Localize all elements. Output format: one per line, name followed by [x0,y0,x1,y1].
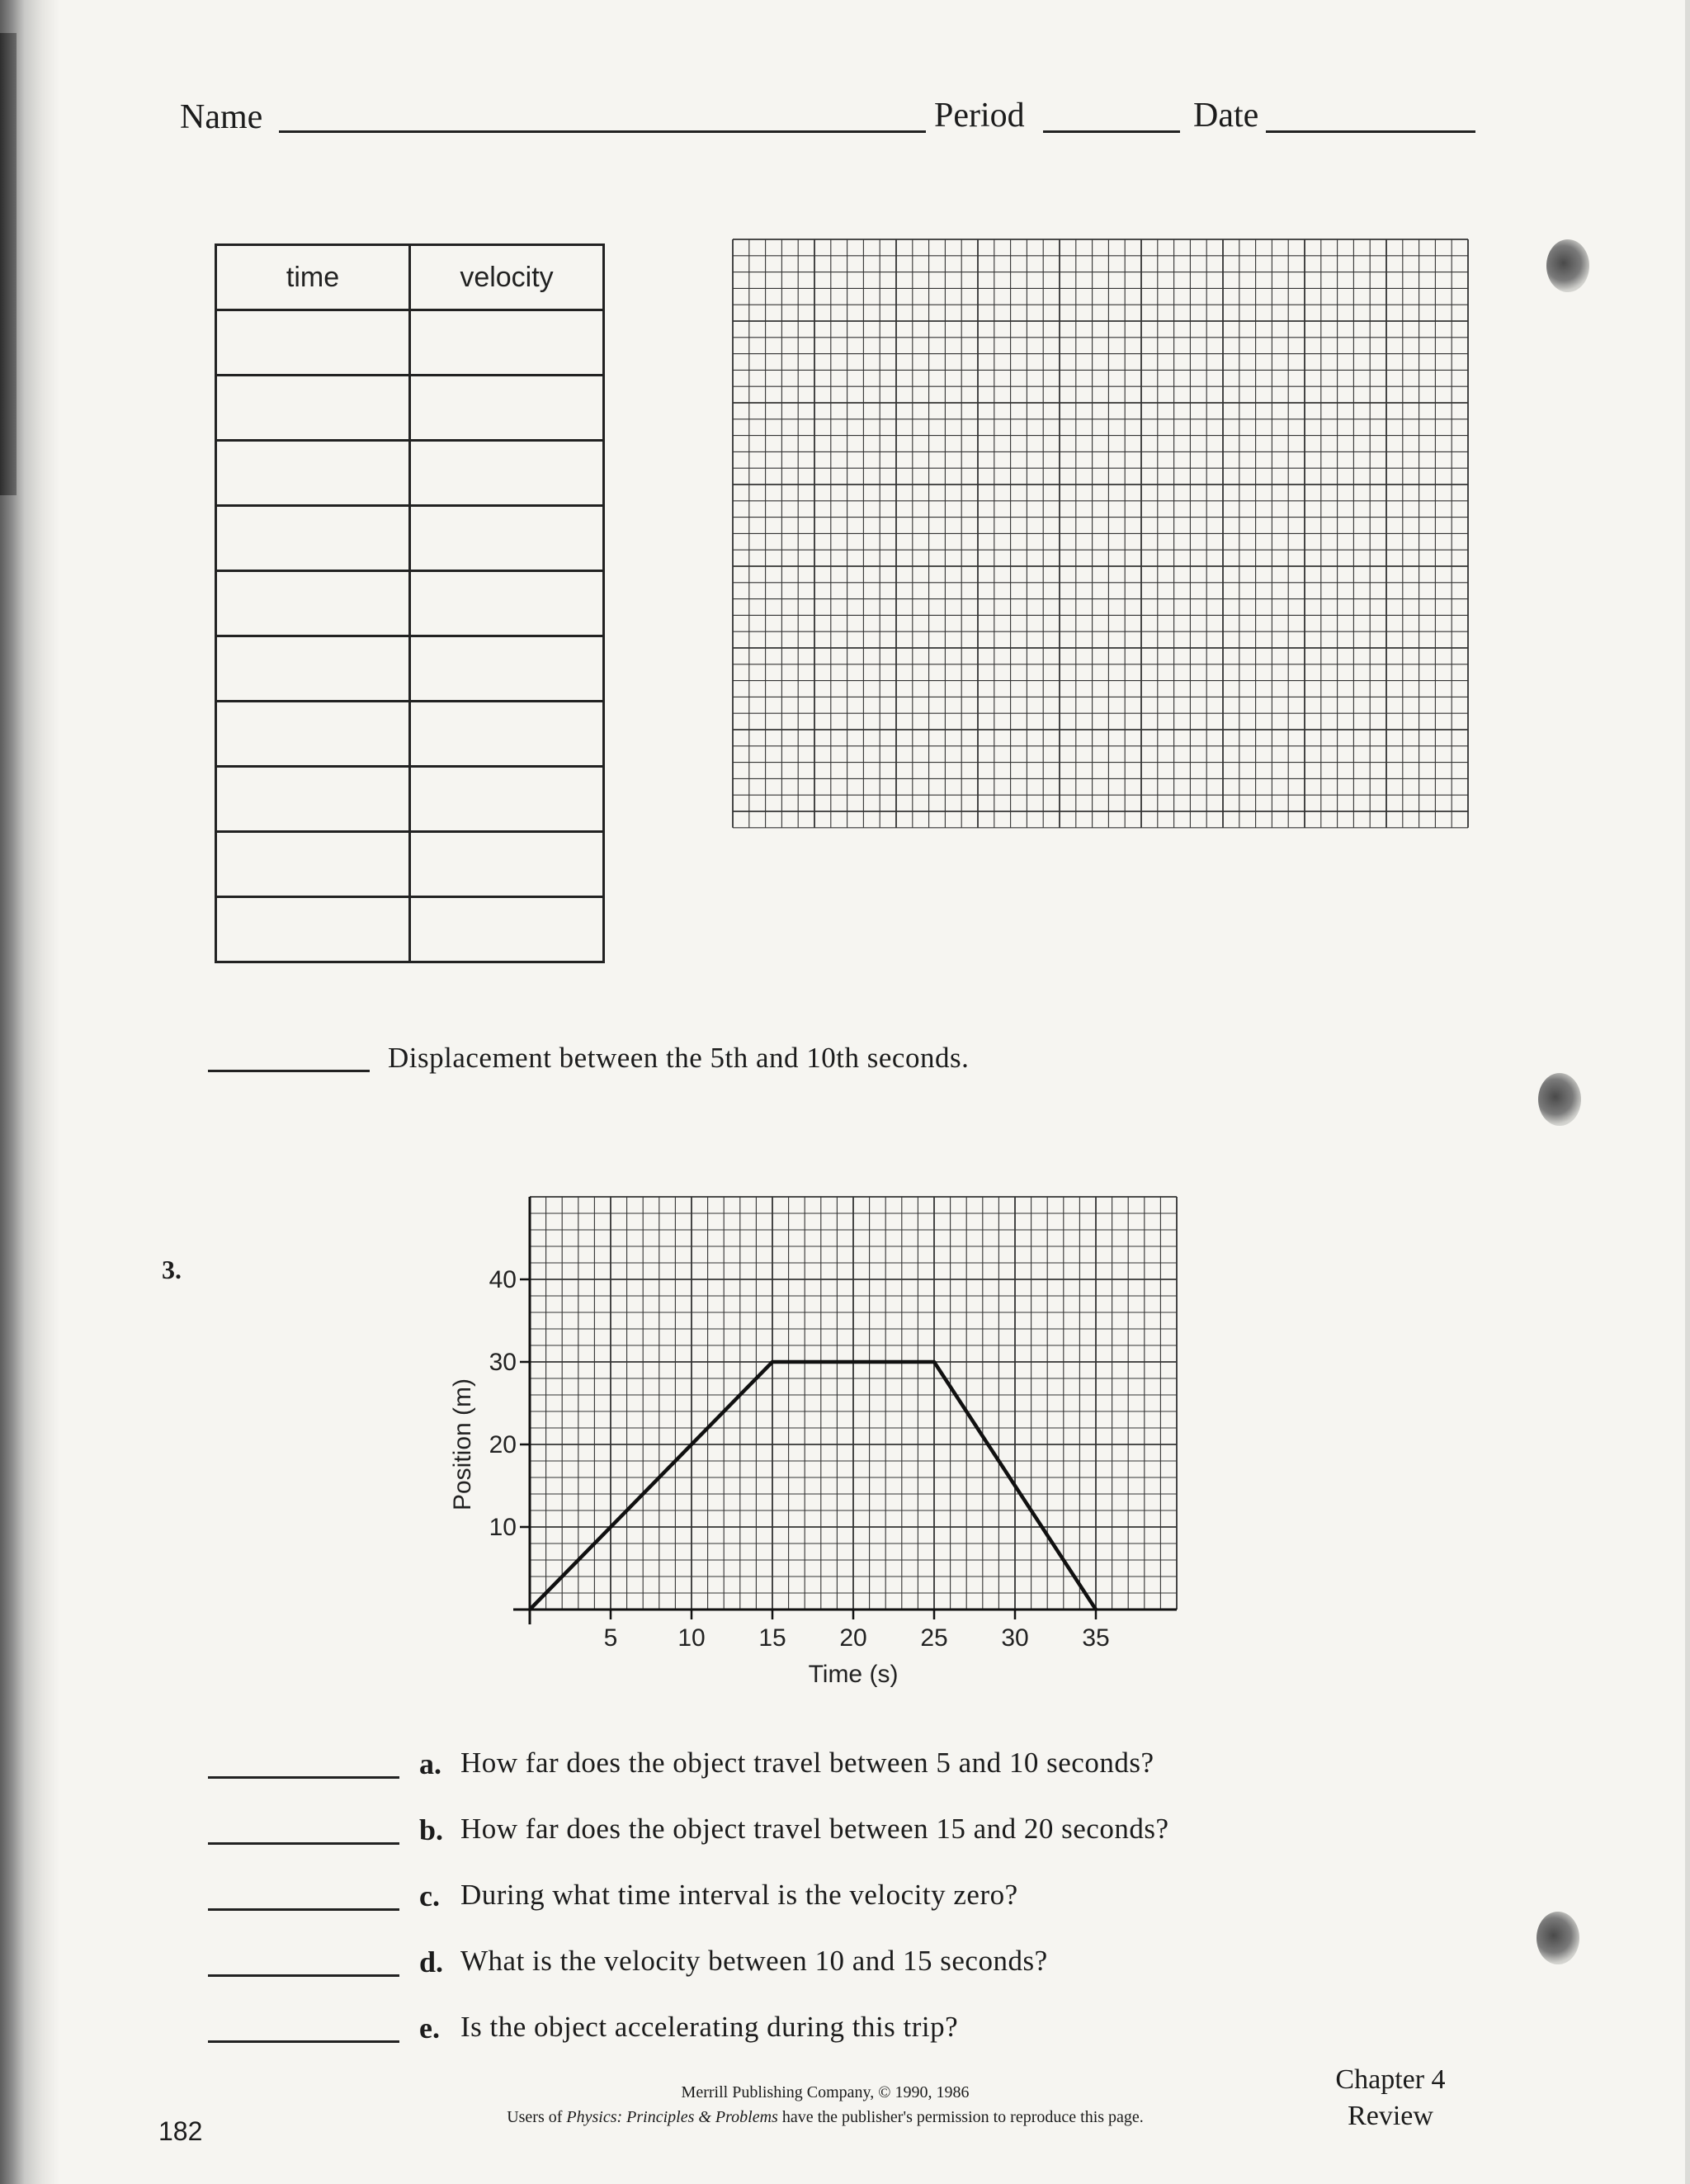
question-text: How far does the object travel between 15 and 20 seconds? [460,1813,1169,1845]
y-axis-label: Position (m) [449,1378,476,1511]
table-row [216,571,604,636]
chapter-section: Review [1348,2101,1433,2131]
time-cell[interactable] [216,702,410,767]
time-cell[interactable] [216,571,410,636]
table-row [216,832,604,897]
blank-graph-grid [731,238,1474,834]
y-tick-label: 40 [489,1266,517,1293]
punch-hole-middle [1538,1073,1581,1126]
table-row [216,767,604,832]
period-label: Period [934,97,1025,135]
position-series-line [530,1362,1096,1610]
question-letter: a. [419,1747,441,1780]
velocity-cell[interactable] [410,506,604,571]
velocity-cell[interactable] [410,376,604,441]
name-field[interactable] [279,130,926,133]
page-number: 182 [158,2116,203,2146]
time-cell[interactable] [216,636,410,702]
permission-prefix: Users of [507,2108,567,2126]
x-tick-label: 20 [839,1624,867,1652]
velocity-cell[interactable] [410,636,604,702]
time-cell[interactable] [216,506,410,571]
question-answer-line[interactable] [208,1776,399,1779]
velocity-cell[interactable] [410,897,604,962]
publisher-credit [413,2080,1238,2130]
punch-hole-top [1546,239,1589,292]
table-row [216,897,604,962]
table-row [216,636,604,702]
question-letter: e. [419,2011,440,2045]
velocity-cell[interactable] [410,441,604,506]
publisher-line: Merrill Publishing Company, © 1990, 1986 [681,2083,970,2101]
date-label: Date [1193,97,1259,135]
question-text: What is the velocity between 10 and 15 seconds? [460,1945,1048,1977]
table-row [216,702,604,767]
y-tick-label: 20 [489,1431,517,1458]
x-tick-label: 15 [758,1624,786,1652]
permission-suffix: have the publisher's permission to reproduce this page. [777,2108,1144,2126]
x-tick-label: 35 [1082,1624,1110,1652]
problem-number: 3. [162,1255,182,1284]
question-text: How far does the object travel between 5 and 10 seconds? [460,1747,1154,1779]
y-tick-label: 30 [489,1349,517,1376]
date-field[interactable] [1266,130,1475,133]
x-tick-label: 5 [603,1624,618,1652]
time-column-header: time [216,245,410,310]
velocity-cell[interactable] [410,832,604,897]
question-answer-line[interactable] [208,1974,399,1977]
time-cell[interactable] [216,376,410,441]
question-letter: b. [419,1813,444,1846]
question-answer-line[interactable] [208,1842,399,1845]
name-label: Name [180,98,263,136]
page-edge [1685,0,1690,2184]
table-header-row [216,245,604,310]
table-row [216,376,604,441]
chapter-title: Chapter 4 [1335,2064,1446,2095]
time-cell[interactable] [216,310,410,376]
x-tick-label: 10 [677,1624,706,1652]
velocity-column-header: velocity [410,245,604,310]
time-cell[interactable] [216,441,410,506]
period-field[interactable] [1043,130,1180,133]
question-answer-line[interactable] [208,1908,399,1911]
velocity-cell[interactable] [410,767,604,832]
time-cell[interactable] [216,897,410,962]
question-letter: d. [419,1945,444,1978]
question-letter: c. [419,1879,440,1912]
table-row [216,441,604,506]
velocity-cell[interactable] [410,310,604,376]
y-tick-label: 10 [489,1514,517,1541]
question-answer-line[interactable] [208,2040,399,2043]
binding-edge [0,33,17,495]
question-text: During what time interval is the velocity zero? [460,1879,1018,1911]
x-axis-label: Time (s) [808,1661,899,1688]
x-tick-label: 30 [1001,1624,1029,1652]
velocity-cell[interactable] [410,571,604,636]
table-row [216,506,604,571]
permission-line [413,2105,1238,2130]
time-cell[interactable] [216,832,410,897]
question-text: Is the object accelerating during this trip? [460,2011,959,2043]
velocity-cell[interactable] [410,702,604,767]
displacement-answer-line[interactable] [208,1070,370,1072]
punch-hole-bottom [1537,1912,1579,1964]
position-time-chart [429,1172,1221,1700]
displacement-prompt: Displacement between the 5th and 10th seconds. [388,1042,970,1074]
table-row [216,310,604,376]
time-cell[interactable] [216,767,410,832]
time-velocity-table [215,243,605,963]
book-title: Physics: Principles & Problems [566,2108,778,2126]
chapter-label [1312,2062,1469,2134]
x-tick-label: 25 [920,1624,948,1652]
